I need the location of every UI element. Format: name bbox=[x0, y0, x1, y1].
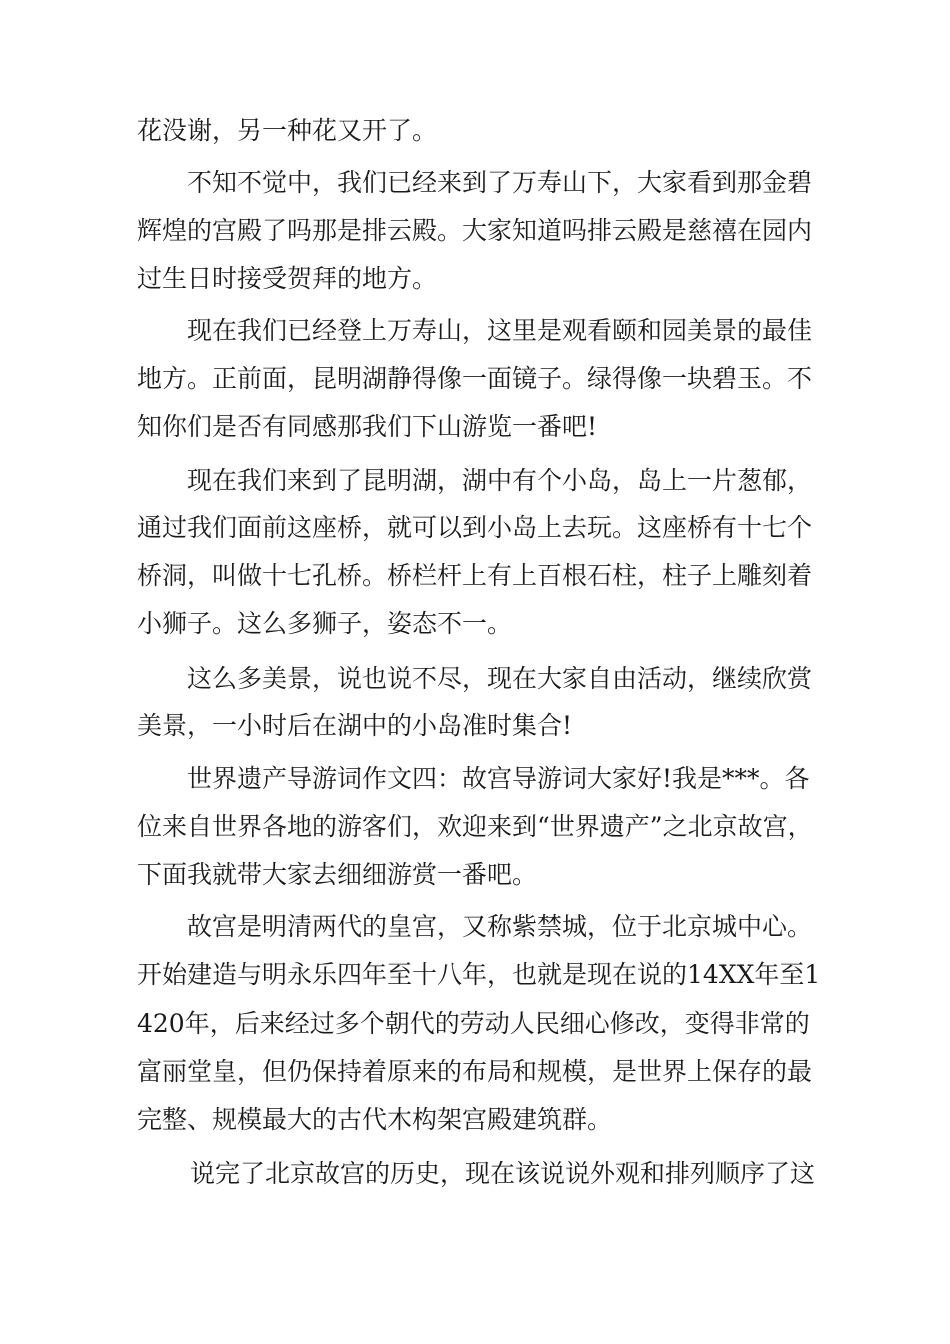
text-line: 420年，后来经过多个朝代的劳动人民细心修改，变得非常的 bbox=[137, 1009, 810, 1038]
paragraph-start-line: 现在我们已经登上万寿山，这里是观看颐和园美景的最佳 bbox=[187, 316, 813, 345]
paragraph-start-line: 现在我们来到了昆明湖，湖中有个小岛，岛上一片葱郁， bbox=[187, 466, 813, 495]
text-line: 小狮子。这么多狮子，姿态不一。 bbox=[137, 609, 513, 638]
paragraph-start-line: 这么多美景，说也说不尽，现在大家自由活动，继续欣赏 bbox=[187, 664, 813, 693]
text-line: 地方。正前面，昆明湖静得像一面镜子。绿得像一块碧玉。不 bbox=[137, 364, 813, 393]
paragraph-start-line: 故宫是明清两代的皇宫，又称紫禁城，位于北京城中心。 bbox=[187, 912, 813, 941]
text-line: 通过我们面前这座桥，就可以到小岛上去玩。这座桥有十七个 bbox=[137, 513, 813, 542]
text-line: 花没谢，另一种花又开了。 bbox=[137, 116, 438, 145]
text-line: 美景，一小时后在湖中的小岛准时集合! bbox=[137, 711, 573, 740]
text-line: 富丽堂皇，但仍保持着原来的布局和规模，是世界上保存的最 bbox=[137, 1057, 813, 1086]
paragraph-start-line: 世界遗产导游词作文四：故宫导游词大家好!我是***。各 bbox=[187, 764, 810, 793]
text-line: 开始建造与明永乐四年至十八年，也就是现在说的14XX年至1 bbox=[137, 960, 821, 989]
paragraph-start-line: 不知不觉中，我们已经来到了万寿山下，大家看到那金碧 bbox=[187, 168, 813, 197]
text-line: 位来自世界各地的游客们，欢迎来到“世界遗产”之北京故宫， bbox=[137, 812, 813, 841]
text-line: 知你们是否有同感那我们下山游览一番吧! bbox=[137, 412, 598, 441]
text-line: 过生日时接受贺拜的地方。 bbox=[137, 264, 438, 293]
text-line: 桥洞，叫做十七孔桥。桥栏杆上有上百根石柱，柱子上雕刻着 bbox=[137, 561, 813, 590]
paragraph-start-line: 说完了北京故宫的历史，现在该说说外观和排列顺序了这 bbox=[190, 1159, 816, 1188]
text-line: 完整、规模最大的古代木构架宫殿建筑群。 bbox=[137, 1105, 613, 1134]
text-line: 下面我就带大家去细细游赏一番吧。 bbox=[137, 860, 538, 889]
text-line: 辉煌的宫殿了吗那是排云殿。大家知道吗排云殿是慈禧在园内 bbox=[137, 216, 813, 245]
